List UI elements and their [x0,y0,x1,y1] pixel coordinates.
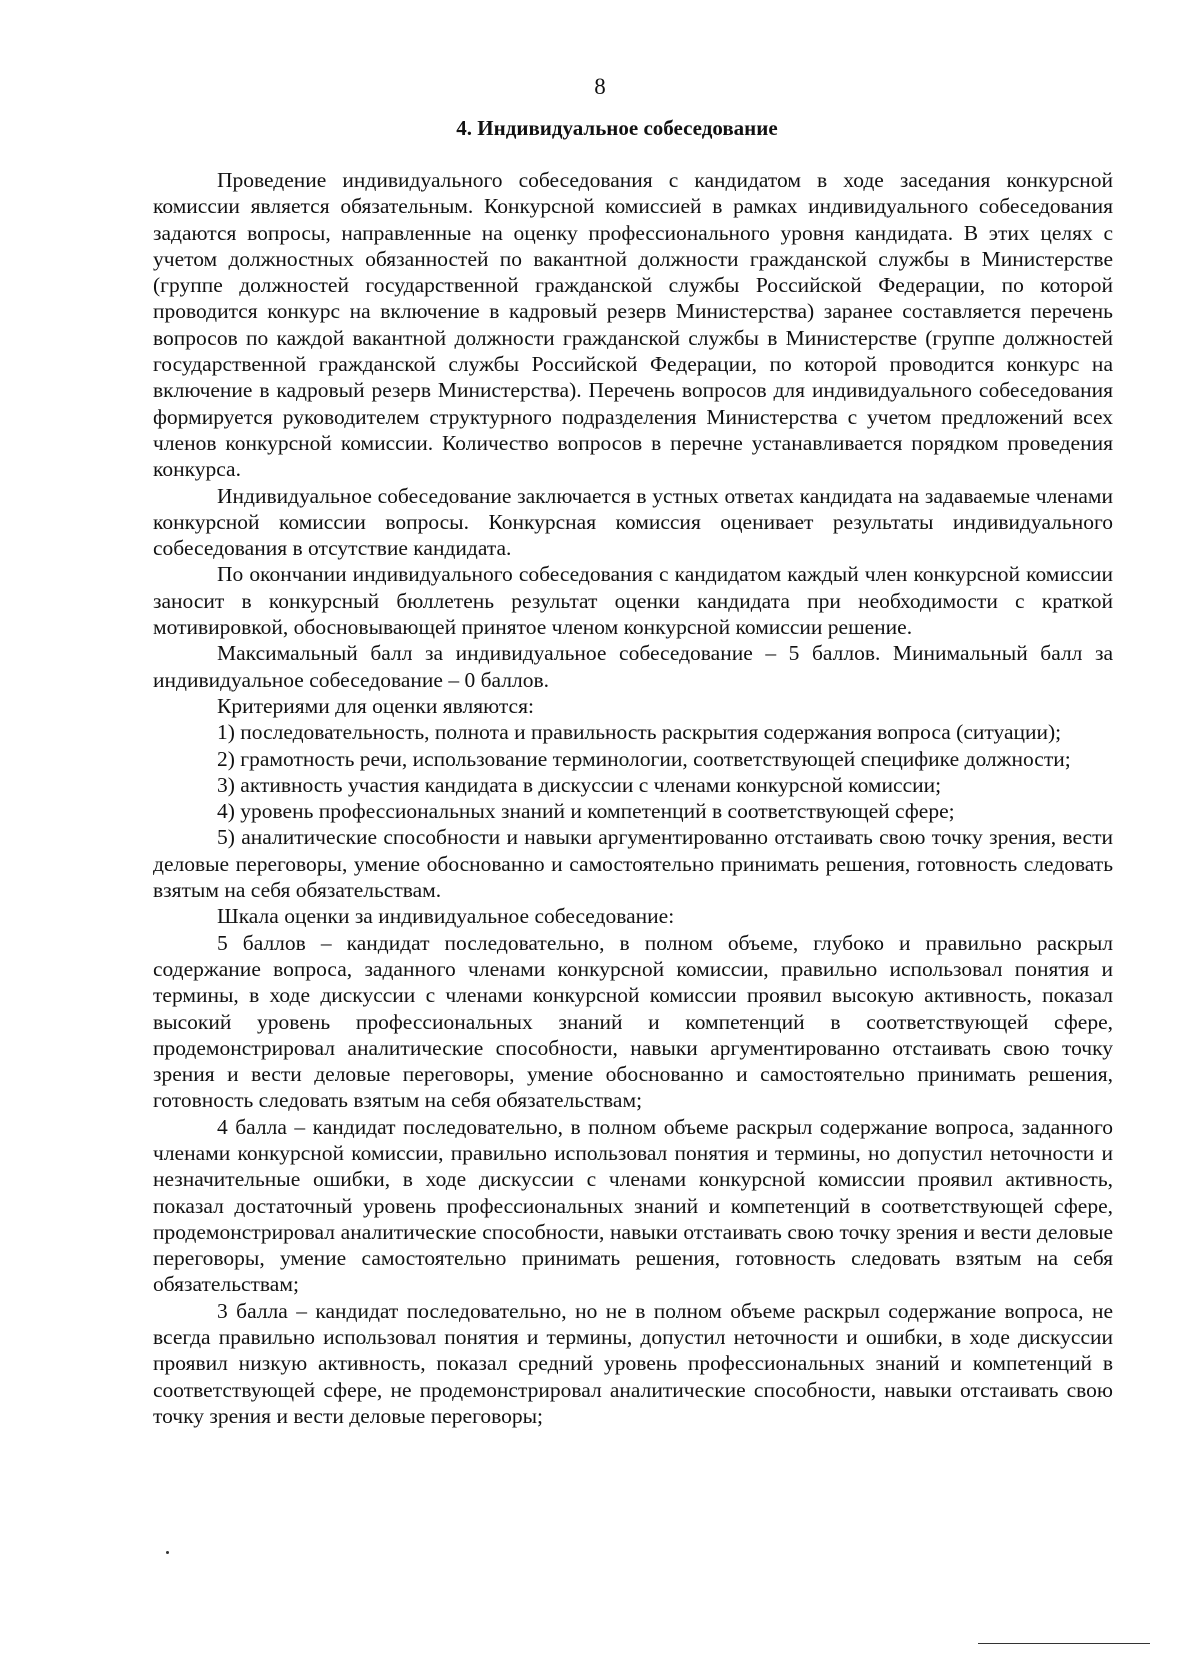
page-number: 8 [594,74,606,99]
paragraph-ballot: По окончании индивидуального собеседования с кандидатом каждый член конкурсной комиссии заносит в конкурсный бюллетень результат оценки кандидата при необходимости с краткой мотивировкой, обосновывающей принятое членом конкурсной комиссии решение. [153,562,1113,640]
paragraph-criteria-heading: Критериями для оценки являются: [217,693,534,718]
scale-item-5-points: 5 баллов – кандидат последовательно, в полном объеме, глубоко и правильно раскрыл содержание вопроса, заданного членами конкурсной комиссии, правильно использовал понятия и термины, в ходе дискуссии с членами конкурсной комиссии проявил высокую активность, показал высокий уровень профессиональных знаний и компетенций в соответствующей сфере, продемонстрировал аналитические способности, навыки аргументированно отстаивать свою точку зрения и вести деловые переговоры, умение обоснованно и самостоятельно принимать решения, готовность следовать взятым на себя обязательствам; [153,930,1113,1113]
paragraph-scale-heading: Шкала оценки за индивидуальное собеседование: [217,904,675,929]
scale-item-4-points: 4 балла – кандидат последовательно, в полном объеме раскрыл содержание вопроса, заданного членами конкурсной комиссии, правильно использовал понятия и термины, но допустил неточности и незначительные ошибки, в ходе дискуссии с членами конкурсной комиссии проявил активность, показал достаточный уровень профессиональных знаний и компетенций в соответствующей сфере, продемонстрировал аналитические способности, навыки отстаивать свою точку зрения и вести деловые переговоры, умение самостоятельно принимать решения, готовность следовать взятым на себя обязательствам; [153,1114,1113,1297]
criterion-item-5: 5) аналитические способности и навыки аргументированно отстаивать свою точку зрения, вести деловые переговоры, умение обоснованно и самостоятельно принимать решения, готовность следовать взятым на себя обязательствам. [153,825,1113,903]
paragraph-score-range: Максимальный балл за индивидуальное собеседование – 5 баллов. Минимальный балл за индивидуальное собеседование – 0 баллов. [153,641,1113,692]
footer-rule [978,1643,1150,1644]
section-title: 4. Индивидуальное собеседование [456,116,778,140]
body-text [153,167,1113,1429]
criterion-item-2: 2) грамотность речи, использование терминологии, соответствующей специфике должности; [217,746,1071,771]
criterion-item-4: 4) уровень профессиональных знаний и компетенций в соответствующей сфере; [217,799,955,824]
scan-speck [166,1551,169,1554]
criterion-item-1: 1) последовательность, полнота и правильность раскрытия содержания вопроса (ситуации); [217,720,1062,745]
scale-item-3-points: 3 балла – кандидат последовательно, но не в полном объеме раскрыл содержание вопроса, не всегда правильно использовал понятия и термины, допустил неточности и ошибки, в ходе дискуссии проявил низкую активность, показал средний уровень профессиональных знаний и компетенций в соответствующей сфере, не продемонстрировал аналитические способности, навыки отстаивать свою точку зрения и вести деловые переговоры; [153,1298,1113,1428]
criterion-item-3: 3) активность участия кандидата в дискуссии с членами конкурсной комиссии; [217,772,942,797]
paragraph-intro: Проведение индивидуального собеседования с кандидатом в ходе заседания конкурсной комиссии является обязательным. Конкурсной комиссией в рамках индивидуального собеседования задаются вопросы, направленные на оценку профессионального уровня кандидата. В этих целях с учетом должностных обязанностей по вакантной должности гражданской службы в Министерстве (группе должностей государственной гражданской службы Российской Федерации, по которой проводится конкурс на включение в кадровый резерв Министерства) заранее составляется перечень вопросов по каждой вакантной должности гражданской службы в Министерстве (группе должностей государственной гражданской службы Российской Федерации, по которой проводится конкурс на включение в кадровый резерв Министерства). Перечень вопросов для индивидуального собеседования формируется руководителем структурного подразделения Министерства с учетом предложений всех членов конкурсной комиссии. Количество вопросов в перечне устанавливается порядком проведения конкурса. [153,168,1113,482]
paragraph-oral-answers: Индивидуальное собеседование заключается в устных ответах кандидата на задаваемые членами конкурсной комиссии вопросы. Конкурсная комиссия оценивает результаты индивидуального собеседования в отсутствие кандидата. [153,483,1113,561]
